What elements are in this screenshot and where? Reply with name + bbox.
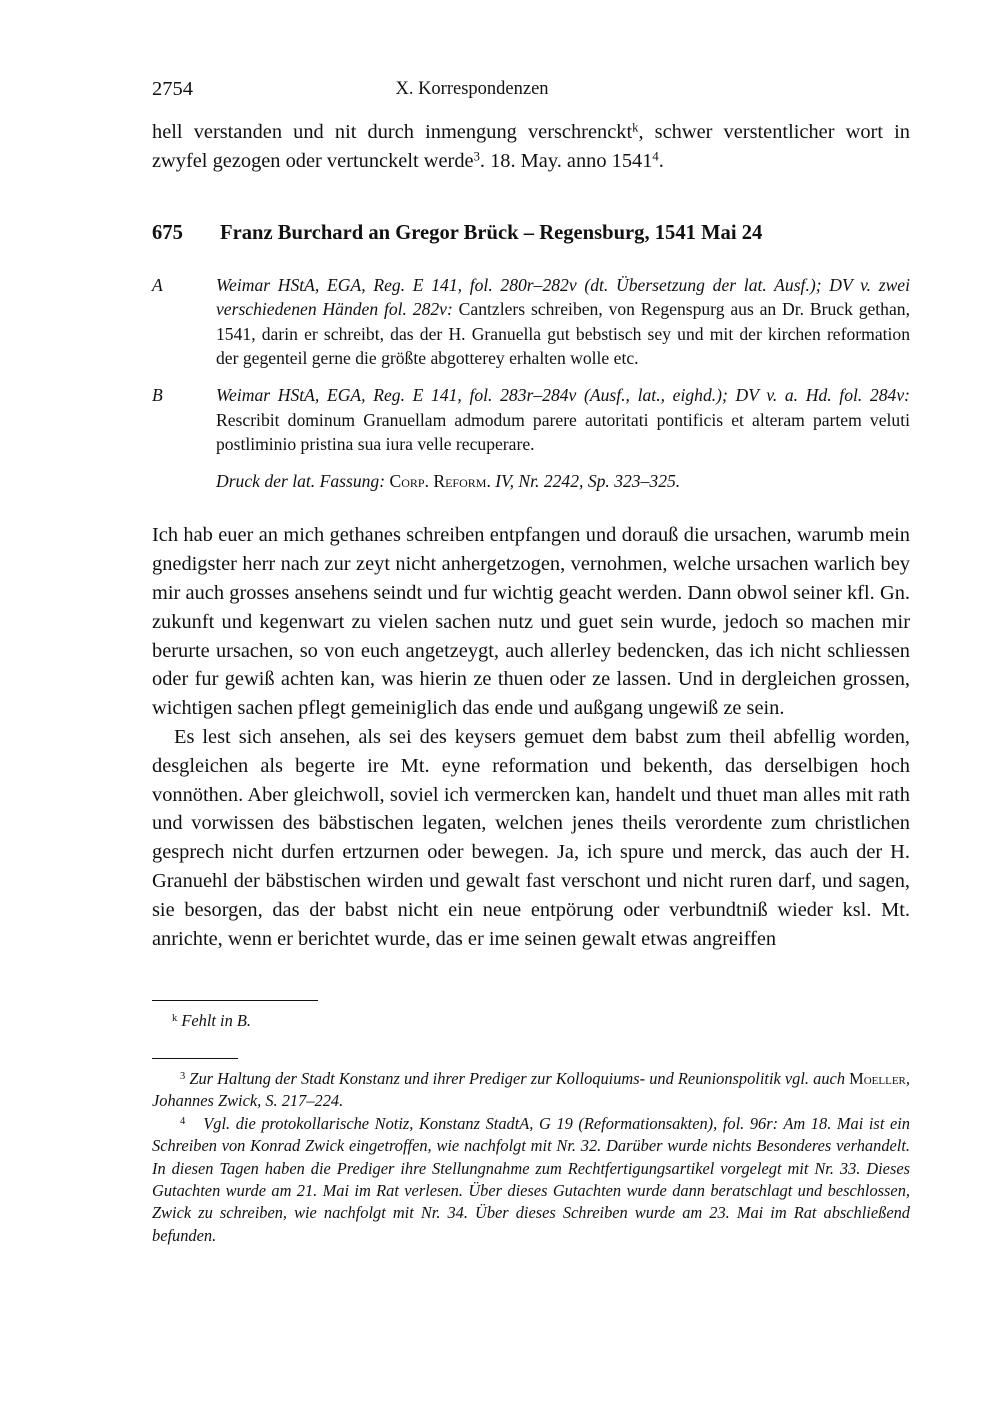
page-folio-number: 2754 [152,78,193,100]
lead-paragraph [152,118,910,176]
apparatus-body-a [216,273,910,371]
apparatus-body-b [216,383,910,457]
print-reference-source: Corp. Reform. [389,470,491,491]
footnote-3 [152,1068,910,1113]
document-heading [152,220,910,247]
footnote-4-text: Vgl. die protokollarische Notiz, Konstanz StadtA, G 19 (Reformationsakten), fol. 96r: Am 18. Mai ist ein Schreiben von Konrad Zwick eingetroffen, wie nachfolgt mit Nr. 32. Darüber wurde nichts Besonderes verhandelt. In diesen Tagen haben die Prediger ihre Stellungnahme zum Rechtfertigungsartikel vorgelegt mit Nr. 33. Dieses Gutachten wurde am 21. Mai im Rat verlesen. Über dieses Gutachten wurde dann beratschlagt und beschlossen, Zwick zu schreiben, wie nachfolgt mit Nr. 34. Über dieses Schreiben wurde am 23. Mai im Rat abschließend befunden. [152,1113,910,1245]
variant-footnote-rule [152,1000,318,1001]
running-head [152,76,910,102]
variant-footnote-block [152,1000,910,1032]
factual-footnote-block [152,1058,910,1247]
apparatus-entry-b [152,383,910,457]
lead-text-part-1: hell verstanden und nit durch inmengung verschrenckt [152,121,633,143]
apparatus-shelfmark-b: Weimar HStA, EGA, Reg. E 141, fol. 283r–284v (Ausf., lat., eighd.); DV v. a. Hd. fol. 284v: [216,384,910,405]
footnote-k-marker: k [172,1012,178,1024]
source-apparatus [152,273,910,494]
text-column [152,118,910,953]
body-paragraph-2: Es lest sich ansehen, als sei des keysers gemuet dem babst zum theil abfellig worden, desgleichen als begerte ire Mt. eyne reformation und bekenth, das derselbigen hoch vonnöthen. Aber gleichwoll, soviel ich vermercken kan, handelt und thuet man alles mit rath und vorwissen des bäbstischen legaten, welchen jenes theils verordente zum christlichen gesprech nicht durfen ertzurnen oder bewegen. Ja, ich spure und merck, das auch der H. Granuehl der bäbstischen wirden und gewalt fast verschont und nicht ruren darf, und sagen, sie besorgen, das der babst nicht ein neue entpörung oder verbundtniß wieder ksl. Mt. anrichte, wenn er berichtet wurde, das er ime seinen gewalt etwas angreiffen [152,725,910,950]
body-paragraph-1: Ich hab euer an mich gethanes schreiben entpfangen und dorauß die ursachen, warumb mein gnedigster herr nach zur zeyt nicht anhergetzogen, vernohmen, welche ursachen warlich bey mir auch grosses ansehens seindt und fur wichtig geacht werden. Dann obwol seiner kfl. Gn. zukunft und kegenwart zu vielen sachen nutz und guet sein wurde, jedoch so machen mir berurte ursachen, so von euch angetzeygt, auch allerley bedencken, das ich nicht schliessen oder fur gewiß achten kan, was hierin ze thuen oder ze lassen. Und in dergleichen grossen, wichtigen sachen pflegt gemeiniglich das ende und außgang ungewiß ze sein. [152,524,910,720]
footnote-ref-3: 3 [473,149,480,164]
footnote-3-text-after: , Johannes Zwick, S. 217–224. [152,1069,910,1111]
apparatus-shelfmark-a: Weimar HStA, EGA, Reg. E 141, fol. 280r–282v (dt. Übersetzung der lat. Ausf.); DV v. zwei verschiedenen Händen fol. 282v: [216,274,910,320]
document-number: 675 [152,221,183,244]
footnote-3-author: Moeller [849,1069,906,1088]
document-title: Franz Burchard an Gregor Brück – Regensburg, 1541 Mai 24 [220,221,763,244]
footnote-k-text: Fehlt in B. [181,1011,252,1030]
apparatus-entry-a [152,273,910,371]
factual-footnote-rule [152,1058,238,1059]
running-title: X. Korrespondenzen [395,79,549,99]
footnote-k [152,1010,910,1032]
print-reference-volume: IV, [495,470,514,491]
lead-text-part-3: . 18. May. anno 1541 [479,149,653,172]
footnote-ref-4: 4 [652,149,659,164]
footnote-4 [152,1113,910,1247]
print-reference [216,469,910,494]
apparatus-sigla-b: B [152,384,163,405]
lead-text-part-4: . [658,149,664,172]
apparatus-note-a: Cantzlers schreiben, von Regenspurg aus an Dr. Bruck gethan, 1541, darin er schreibt, das der H. Granuella gut bebstisch sey und mit der kirchen reformation der gegenteil gerne die größte abgotterey erhalten wolle etc. [216,299,910,369]
footnote-3-marker: 3 [180,1070,186,1082]
apparatus-sigla-a: A [152,274,163,295]
print-reference-citation: Nr. 2242, Sp. 323–325. [518,470,681,491]
footnote-3-text-before: Zur Haltung der Stadt Konstanz und ihrer Prediger zur Kolloquiums- und Reunionspolitik vgl. auch [189,1069,846,1088]
apparatus-note-b: Rescribit dominum Granuellam admodum parere autoritati pontificis et alteram partem veluti postliminio pristina sua iura velle recuperare. [216,409,910,455]
letter-body [152,521,910,953]
footnote-4-marker: 4 [180,1115,186,1127]
print-reference-label: Druck der lat. Fassung: [216,470,386,491]
footnote-ref-k: k [632,120,639,135]
lead-text-part-2: , schwer verstentlicher wort in zwyfel gezogen oder vertunckelt werde [152,121,910,172]
